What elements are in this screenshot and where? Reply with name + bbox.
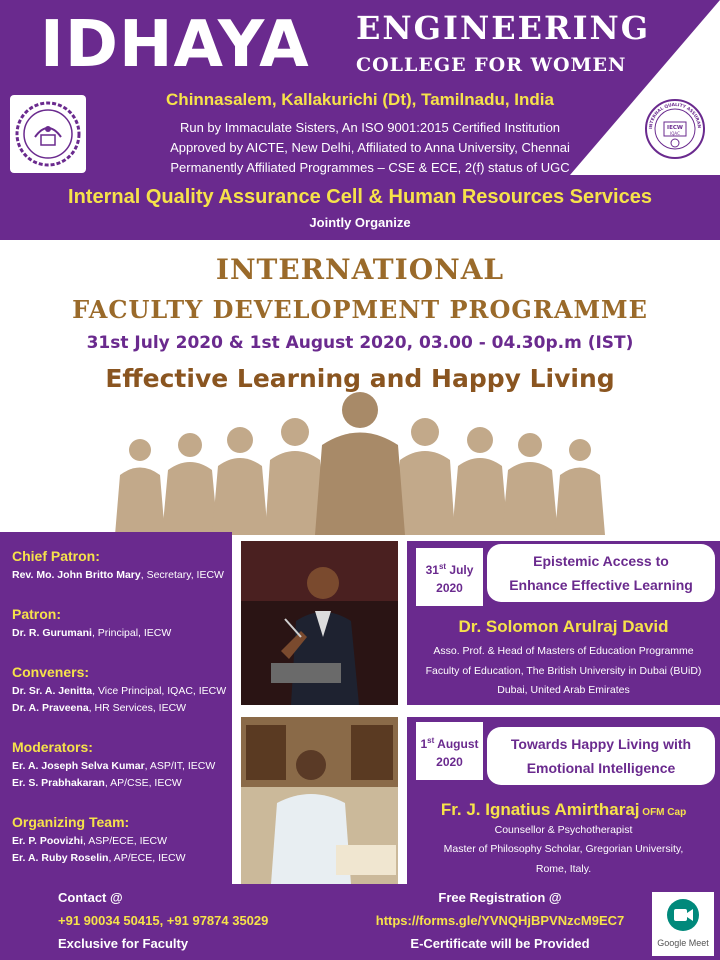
certificate-note: E-Certificate will be Provided	[410, 936, 590, 951]
header-line-1: Run by Immaculate Sisters, An ISO 9001:2015 Certified Institution	[179, 120, 561, 135]
moderators-heading: Moderators:	[12, 739, 93, 755]
moderator-entry: Er. A. Joseph Selva Kumar, ASP/IT, IECW	[12, 760, 216, 772]
contact-phones[interactable]: +91 90034 50415, +91 97874 35029	[58, 913, 269, 928]
session1-date: 31st July 2020	[416, 548, 483, 606]
college-brand-women: COLLEGE FOR WOMEN	[356, 54, 627, 76]
session2-speaker-line: Counsellor & Psychotherapist	[494, 824, 633, 836]
team-entry: Er. A. Ruby Roselin, AP/ECE, IECW	[12, 852, 186, 864]
contact-label: Contact @	[58, 890, 123, 905]
title-fdp: FACULTY DEVELOPMENT PROGRAMME	[72, 295, 648, 324]
exclusive-note: Exclusive for Faculty	[58, 936, 189, 951]
committee-panel	[0, 532, 232, 884]
organizers-line: Internal Quality Assurance Cell & Human Resources Services	[68, 186, 652, 208]
footer-bar	[0, 884, 720, 960]
speaker2-photo	[241, 717, 398, 884]
session2-speaker-line: Rome, Italy.	[535, 863, 592, 875]
college-brand: IDHAYA	[40, 8, 310, 82]
google-meet-badge[interactable]	[652, 892, 714, 956]
header-line-2: Approved by AICTE, New Delhi, Affiliated to Anna University, Chennai	[170, 140, 570, 155]
conveners-heading: Conveners:	[12, 664, 90, 680]
session1-panel	[407, 541, 720, 705]
session1-speaker-line: Dubai, United Arab Emirates	[497, 684, 630, 696]
session1-speaker-name: Dr. Solomon Arulraj David	[458, 617, 669, 636]
iqac-logo-short: IECW	[667, 125, 683, 131]
speaker1-photo	[241, 541, 398, 705]
chief-patron-heading: Chief Patron:	[12, 548, 100, 564]
iqac-logo-icon	[644, 98, 706, 160]
program-dates: 31st July 2020 & 1st August 2020, 03.00 - 04.30p.m (IST)	[86, 333, 634, 353]
session2-date: 1st August 2020	[416, 722, 483, 780]
jointly-organize: Jointly Organize	[309, 215, 411, 230]
iqac-logo-sub: IQAC	[670, 131, 680, 136]
college-brand-engineering: ENGINEERING	[356, 9, 651, 47]
iqac-logo-arc-text: INTERNAL QUALITY ASSURAN	[648, 102, 702, 130]
session2-topic: Towards Happy Living with Emotional Intelligence	[487, 727, 715, 785]
google-meet-icon	[666, 898, 700, 932]
patron-entry: Dr. R. Gurumani, Principal, IECW	[12, 627, 172, 639]
google-meet-label: Google Meet	[657, 938, 709, 948]
header-banner	[0, 0, 720, 240]
session2-speaker-name: Fr. J. Ignatius Amirtharaj OFM Cap	[440, 800, 687, 819]
program-theme: Effective Learning and Happy Living	[105, 364, 615, 393]
team-entry: Er. P. Poovizhi, ASP/ECE, IECW	[12, 835, 168, 847]
crowd-silhouette-icon	[100, 390, 620, 535]
session1-speaker-line: Asso. Prof. & Head of Masters of Education Programme	[433, 645, 694, 657]
header-line-3: Permanently Affiliated Programmes – CSE & ECE, 2(f) status of UGC	[170, 160, 570, 175]
session1-topic: Epistemic Access to Enhance Effective Learning	[487, 544, 715, 602]
registration-label: Free Registration @	[438, 890, 562, 905]
chief-patron-entry: Rev. Mo. John Britto Mary, Secretary, IECW	[12, 569, 224, 581]
moderator-entry: Er. S. Prabhakaran, AP/CSE, IECW	[12, 777, 182, 789]
convener-entry: Dr. Sr. A. Jenitta, Vice Principal, IQAC, IECW	[12, 685, 227, 697]
session1-speaker-line: Faculty of Education, The British University in Dubai (BUiD)	[425, 665, 702, 677]
title-international: INTERNATIONAL	[215, 253, 505, 286]
organizing-team-heading: Organizing Team:	[12, 814, 130, 830]
convener-entry: Dr. A. Praveena, HR Services, IECW	[12, 702, 187, 714]
college-location: Chinnasalem, Kallakurichi (Dt), Tamilnadu, India	[166, 90, 554, 109]
registration-link[interactable]: https://forms.gle/YVNQHjBPVNzcM9EC7	[375, 913, 625, 928]
patron-heading: Patron:	[12, 606, 61, 622]
session2-panel	[407, 717, 720, 884]
session2-speaker-line: Master of Philosophy Scholar, Gregorian University,	[443, 843, 684, 855]
